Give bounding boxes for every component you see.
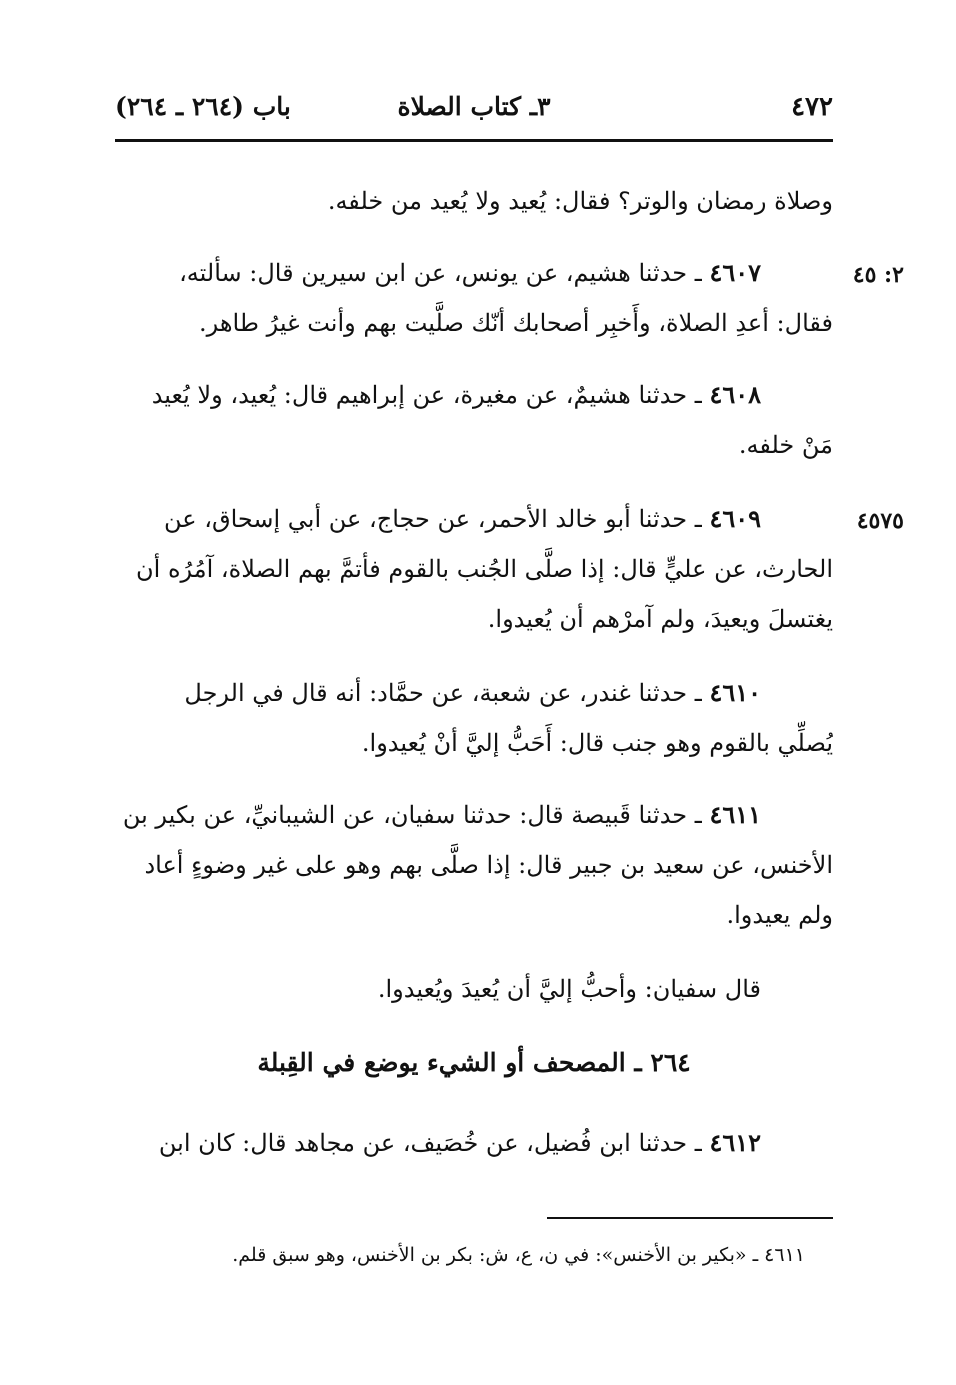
text-line: الأخنس، عن سعيد بن جبير قال: إذا صلَّى بهم وهو على غير وضوءٍ أعاد <box>144 851 833 879</box>
text-line: مَنْ خلفه. <box>738 431 833 459</box>
text-line: ولم يعيدوا. <box>726 901 833 929</box>
text-line <box>115 370 833 420</box>
margin-reference: ٤٥٧٥ <box>856 508 904 534</box>
text-line <box>115 1118 833 1168</box>
text-line <box>115 494 833 544</box>
hadith-text: ـ حدثنا غندر، عن شعبة، عن حمَّاد: أنه قال في الرجل <box>184 679 702 707</box>
text-line: قال سفيان: وأحبُّ إليَّ أن يُعيدَ ويُعيدوا. <box>377 975 761 1003</box>
text-line: وصلاة رمضان والوتر؟ فقال: يُعيد ولا يُعيد من خلفه. <box>327 187 833 215</box>
hadith-text: ـ حدثنا هشيم، عن يونس، عن ابن سيرين قال: سألته، <box>179 259 702 287</box>
hadith-text: ـ حدثنا هشيمٌ، عن مغيرة، عن إبراهيم قال: يُعيد، ولا يُعيد <box>151 381 702 409</box>
hadith-number: ٤٦٠٨ <box>709 380 761 409</box>
hadith-4611 <box>115 790 833 940</box>
hadith-4610 <box>115 668 833 768</box>
carryover-paragraph <box>115 176 833 226</box>
margin-reference: ٢: ٤٥ <box>852 262 904 288</box>
text-line <box>115 248 833 298</box>
hadith-text: ـ حدثنا قَبيصة قال: حدثنا سفيان، عن الشيبانيِّ، عن بكير بن <box>122 801 702 829</box>
hadith-4612 <box>115 1118 833 1168</box>
hadith-number: ٤٦١٢ <box>709 1128 761 1157</box>
hadith-number: ٤٦٠٩ <box>709 504 761 533</box>
hadith-number: ٤٦٠٧ <box>709 258 761 287</box>
text-line: الحارث، عن عليٍّ قال: إذا صلَّى الجُنب بالقوم فأتمَّ بهم الصلاة، آمُرُه أن <box>136 555 833 583</box>
footnote: ٤٦١١ ـ «بكير بن الأخنس»: في ن، ع، ش: بكر بن الأخنس، وهو سبق قلم. <box>232 1244 805 1266</box>
hadith-4609 <box>115 494 833 644</box>
chapter-range: باب (٢٦٤ ـ ٢٦٤) <box>115 92 291 121</box>
running-header <box>115 92 833 132</box>
section-heading: ٢٦٤ ـ المصحف أو الشيء يوضع في القِبلة <box>257 1048 691 1077</box>
text-line <box>115 668 833 718</box>
header-rule <box>115 139 833 142</box>
footnote-rule <box>547 1217 833 1219</box>
text-line <box>115 790 833 840</box>
hadith-text: ـ حدثنا ابن فُضيل، عن خُصَيف، عن مجاهد قال: كان ابن <box>158 1129 702 1157</box>
hadith-4607 <box>115 248 833 348</box>
hadith-text: ـ حدثنا أبو خالد الأحمر، عن حجاج، عن أبي إسحاق، عن <box>164 505 702 533</box>
text-line: يُصلِّي بالقوم وهو جنب قال: أَحَبُّ إليَّ أنْ يُعيدوا. <box>361 729 833 757</box>
text-line: يغتسلَ ويعيدَ، ولم آمرْهم أن يُعيدوا. <box>487 605 833 633</box>
hadith-number: ٤٦١١ <box>709 800 761 829</box>
text-line: فقال: أعدِ الصلاة، وأَخبِر أصحابك أنّك صلَّيت بهم وأنت غيرُ طاهر. <box>199 309 833 337</box>
hadith-4608 <box>115 370 833 470</box>
book-title: ٣ـ كتاب الصلاة <box>397 92 551 121</box>
page-number: ٤٧٢ <box>791 92 833 122</box>
sufyan-note <box>115 964 833 1014</box>
hadith-number: ٤٦١٠ <box>709 678 761 707</box>
